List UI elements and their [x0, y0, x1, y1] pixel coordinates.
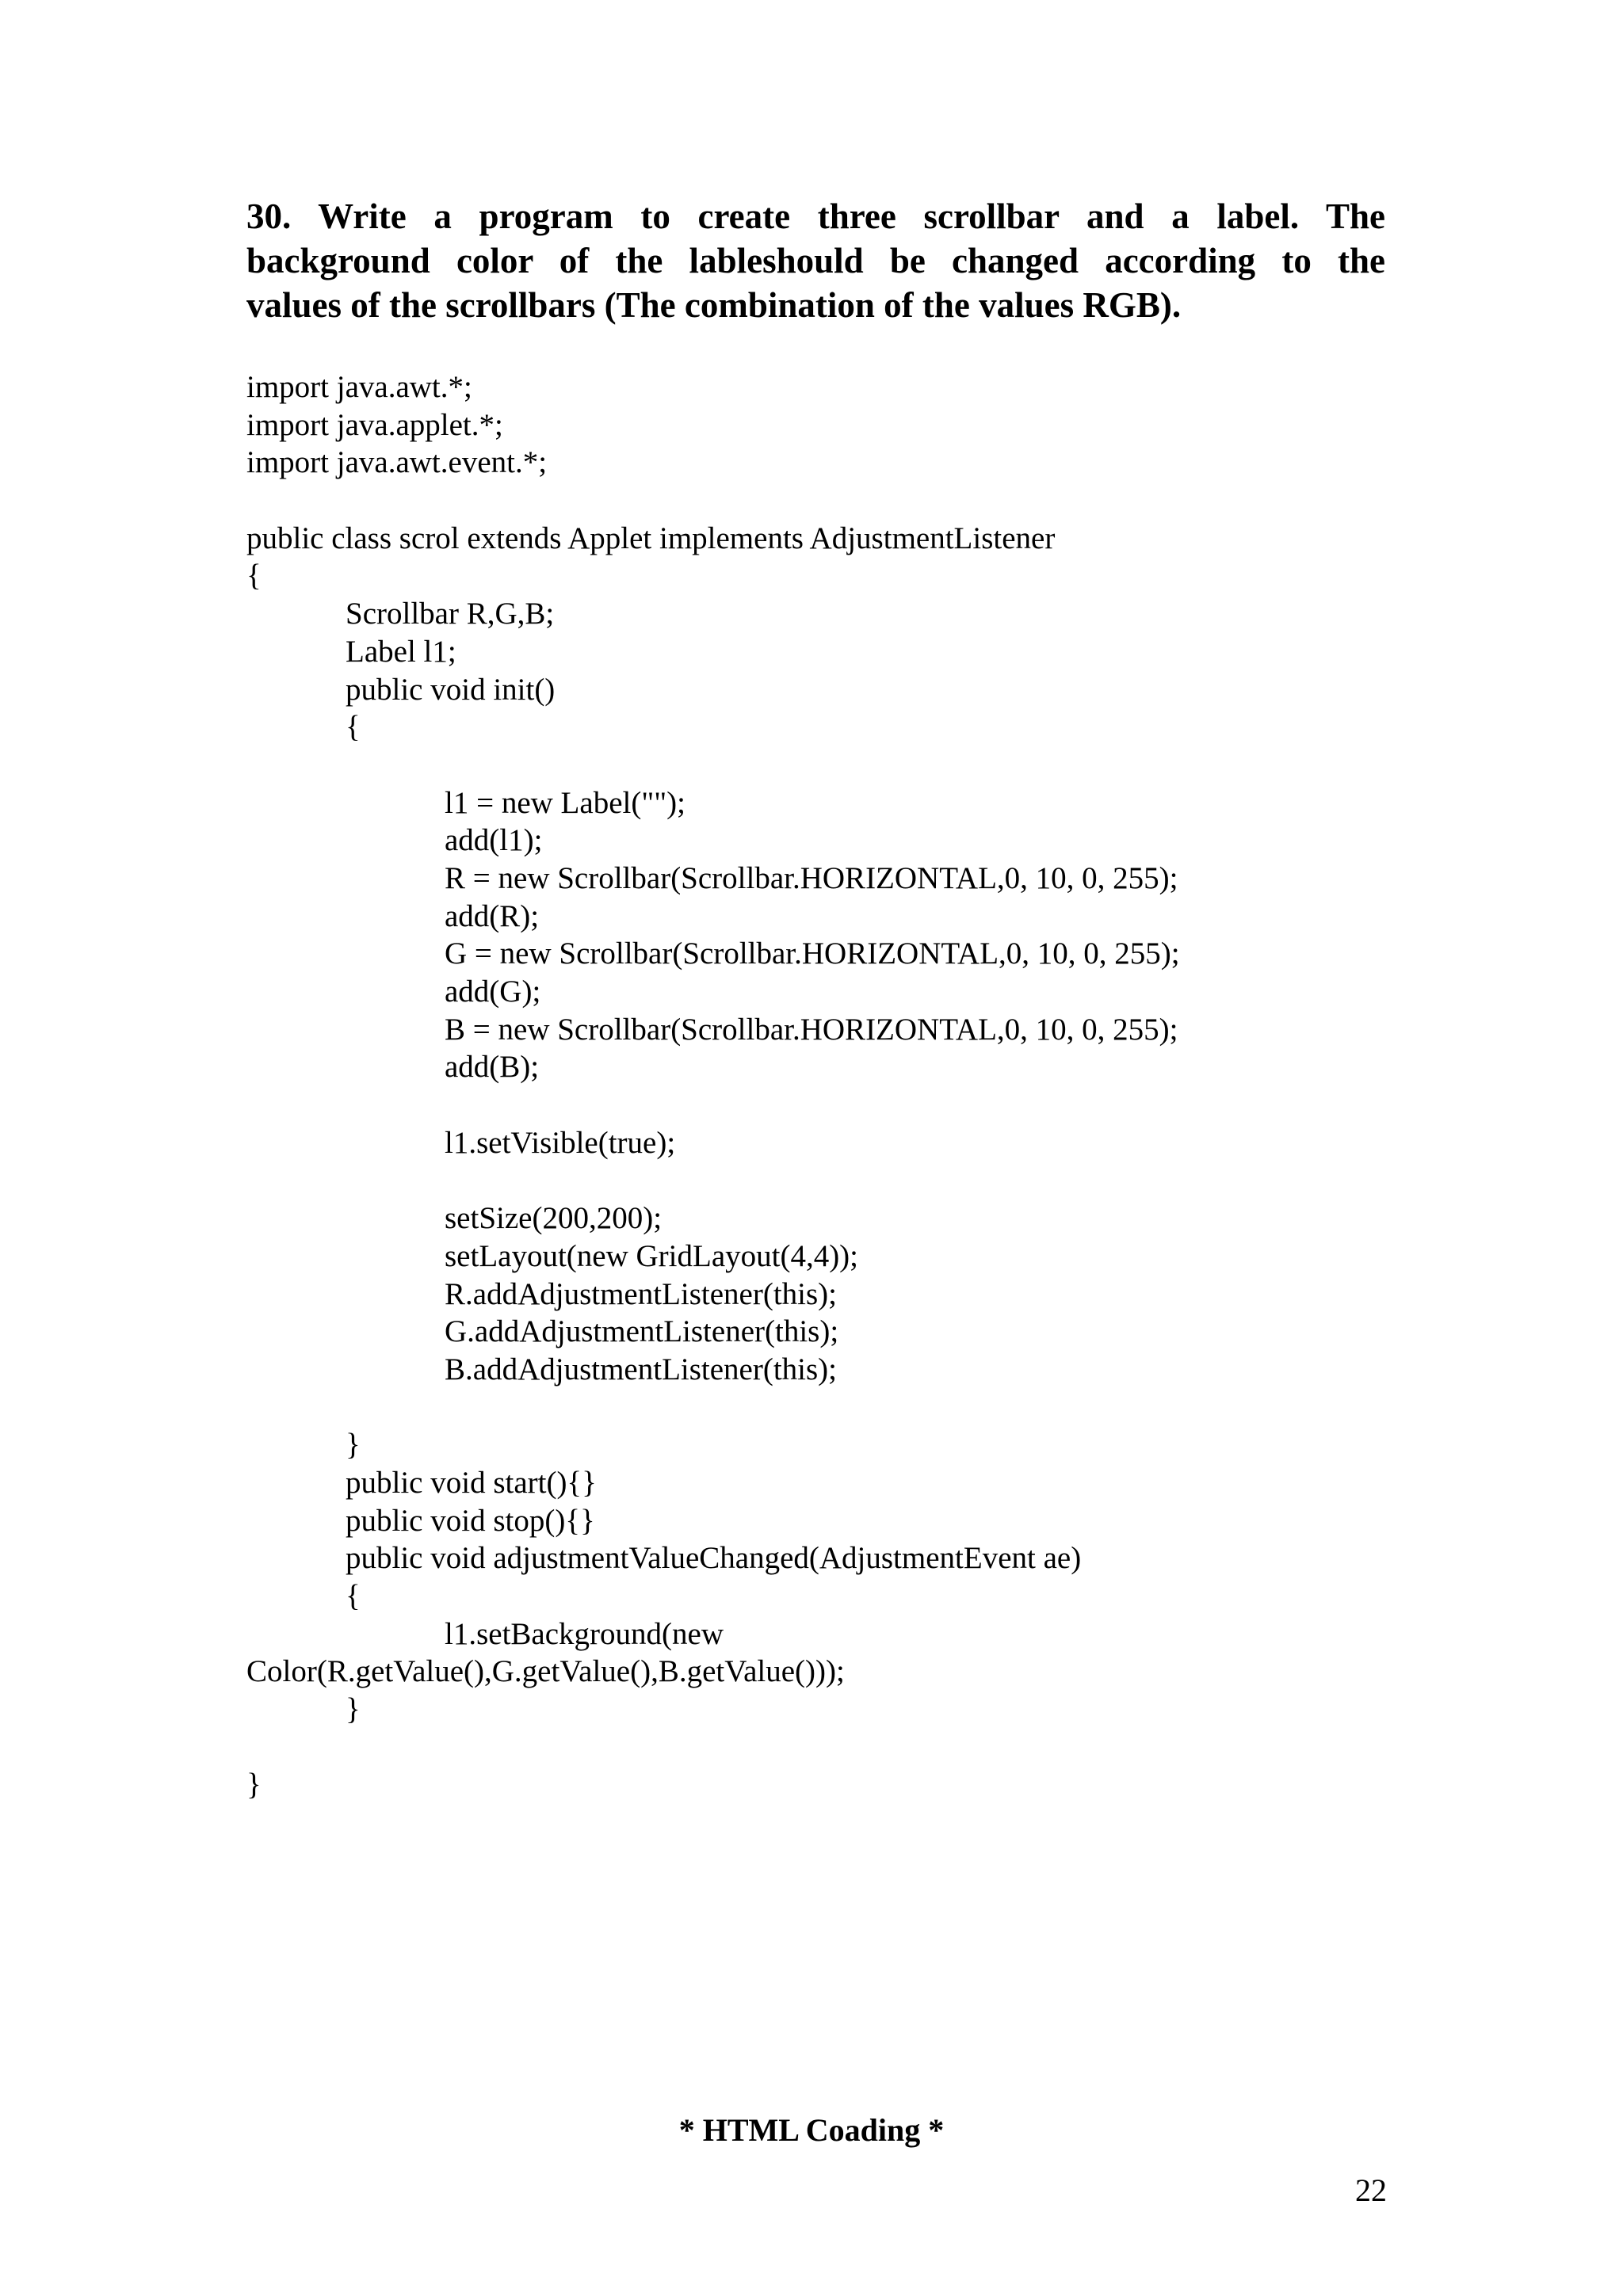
- question-title-line: values of the scrollbars (The combination of the values RGB).: [246, 285, 1182, 325]
- question-title-line: 30. Write a program to create three scrollbar and a label. The: [246, 196, 1385, 236]
- code-line: public void stop(){}: [346, 1503, 595, 1538]
- code-line: add(G);: [445, 974, 541, 1009]
- code-line: l1.setBackground(new: [445, 1616, 724, 1651]
- code-line: G.addAdjustmentListener(this);: [445, 1314, 839, 1349]
- code-listing: [246, 368, 1435, 1804]
- footer-heading: * HTML Coading *: [678, 2112, 945, 2148]
- code-line: Color(R.getValue(),G.getValue(),B.getValue()));: [246, 1654, 845, 1689]
- code-line: l1.setVisible(true);: [445, 1125, 676, 1160]
- code-line: Label l1;: [346, 634, 456, 669]
- code-line: add(l1);: [445, 823, 543, 858]
- code-line: G = new Scrollbar(Scrollbar.HORIZONTAL,0, 10, 0, 255);: [445, 936, 1180, 971]
- code-line: setLayout(new GridLayout(4,4));: [445, 1238, 859, 1273]
- code-line: import java.applet.*;: [246, 407, 503, 442]
- code-line: R.addAdjustmentListener(this);: [445, 1276, 838, 1311]
- page-number: 22: [1355, 2172, 1387, 2208]
- code-line: }: [246, 1768, 262, 1802]
- code-line: {: [346, 710, 361, 745]
- question-title: [246, 194, 1385, 327]
- code-line: }: [346, 1428, 361, 1463]
- code-blank-line: [246, 482, 1435, 520]
- code-blank-line: [246, 1729, 1435, 1767]
- code-line: R = new Scrollbar(Scrollbar.HORIZONTAL,0, 10, 0, 255);: [445, 860, 1178, 895]
- code-line: public void adjustmentValueChanged(AdjustmentEvent ae): [346, 1541, 1082, 1576]
- code-blank-line: [246, 1161, 1435, 1199]
- code-blank-line: [246, 1389, 1435, 1427]
- code-line: l1 = new Label("");: [445, 785, 685, 820]
- code-line: import java.awt.event.*;: [246, 445, 548, 480]
- code-line: add(B);: [445, 1050, 540, 1085]
- code-line: public class scrol extends Applet implements AdjustmentListener: [246, 521, 1056, 555]
- code-line: add(R);: [445, 898, 540, 933]
- code-blank-line: [246, 746, 1435, 784]
- code-line: B.addAdjustmentListener(this);: [445, 1352, 838, 1386]
- question-title-line: background color of the lableshould be changed according to the: [246, 241, 1385, 280]
- code-line: public void start(){}: [346, 1465, 597, 1500]
- code-line: {: [346, 1579, 361, 1613]
- code-line: setSize(200,200);: [445, 1201, 663, 1236]
- code-line: Scrollbar R,G,B;: [346, 597, 555, 631]
- code-line: B = new Scrollbar(Scrollbar.HORIZONTAL,0, 10, 0, 255);: [445, 1012, 1178, 1047]
- code-line: public void init(): [346, 672, 556, 707]
- code-line: }: [346, 1692, 361, 1727]
- code-line: import java.awt.*;: [246, 370, 472, 404]
- code-blank-line: [246, 1086, 1435, 1124]
- code-line: {: [246, 559, 262, 593]
